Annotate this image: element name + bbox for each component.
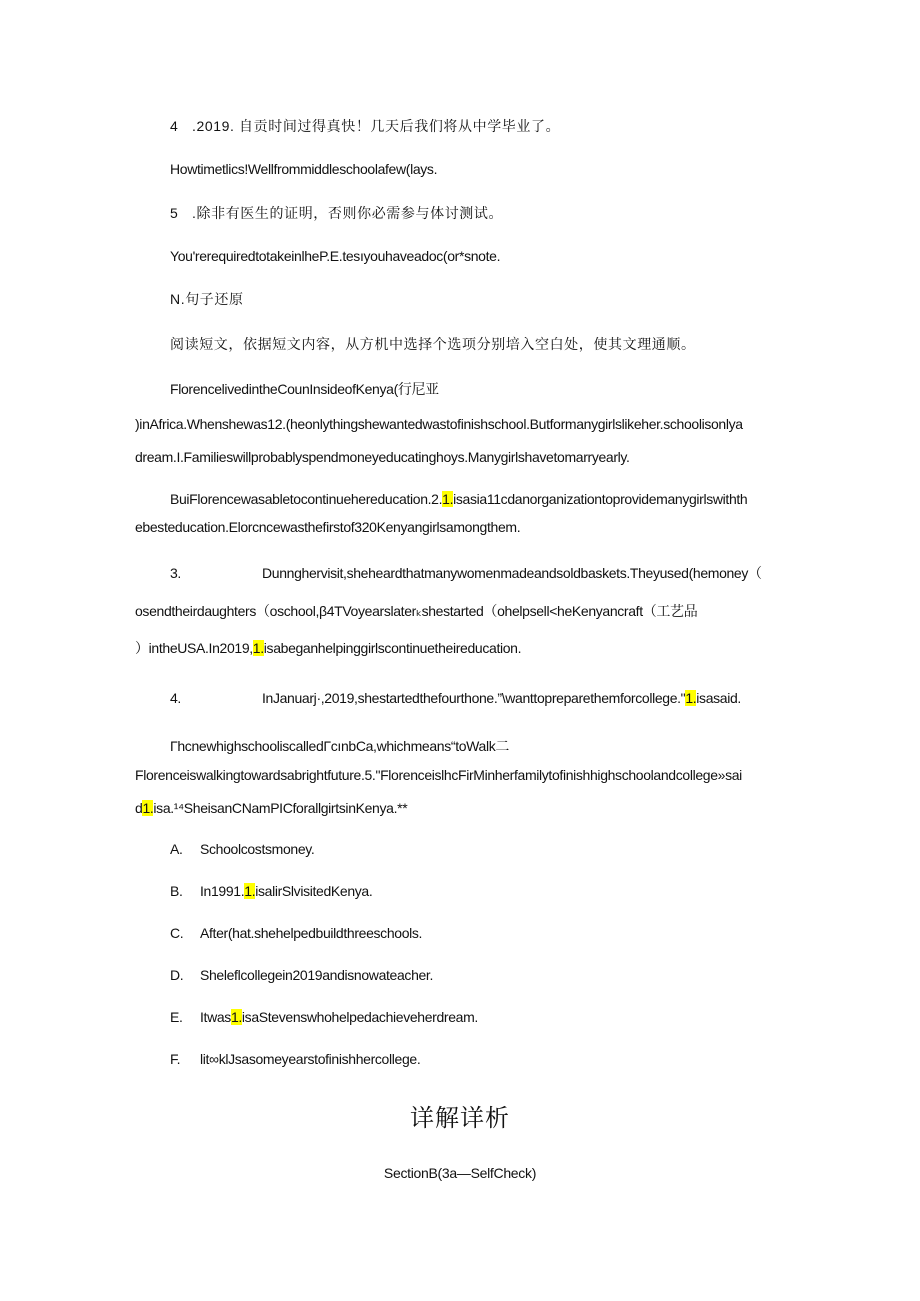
passage-text: BuiFlorencewasabletocontinuehereducation.2. <box>170 491 443 507</box>
passage-p3-line1 <box>170 564 762 582</box>
passage-p1-line3: dream.I.Familieswillprobablyspendmoneyeducatinghoys.Manygirlshavetomarryearly. <box>135 449 630 465</box>
passage-p3-line3 <box>135 639 521 657</box>
option-text: isaStevenswhohelpedachieveherdream. <box>241 1009 478 1025</box>
option-text: After(hat.shehelpedbuildthreeschools. <box>200 925 423 941</box>
option-b <box>170 882 372 900</box>
answer-title: 详解详析 <box>410 1105 510 1132</box>
option-f <box>170 1050 420 1068</box>
passage-text: InJanuarj·,2019,shestartedthefourthone.”\wanttopreparethemforcollege." <box>262 690 686 706</box>
option-e <box>170 1008 478 1026</box>
passage-p2-line1 <box>170 490 747 508</box>
option-text: In1991. <box>200 883 245 899</box>
item-number: 5 <box>170 205 179 221</box>
passage-text: Dunnghervisit,sheheardthatmanywomenmadeandsoldbaskets.Theyused(hemoney（ <box>262 565 762 581</box>
blank-number: 4. <box>170 690 181 706</box>
passage-text: d <box>135 800 143 816</box>
highlighted-text: 1. <box>252 640 264 656</box>
passage-p3-line2: osendtheirdaughters（oschool,β4TVoyearslaterₖshestarted（ohelpsell<heKenyancraft（工艺品 <box>135 603 698 619</box>
option-text: isalirSlvisitedKenya. <box>255 883 373 899</box>
item-4-english: Howtimetlics!Wellfrommiddleschoolafew(lays. <box>170 161 438 177</box>
option-letter: A. <box>170 841 183 857</box>
option-letter: F. <box>170 1051 181 1067</box>
passage-text: isabeganhelpinggirlscontinuetheireducation. <box>263 640 522 656</box>
passage-text: isa.¹⁴SheisanCNamPICforallgirtsinKenya.** <box>153 800 408 816</box>
highlighted-text: 1. <box>442 491 454 507</box>
option-text: Schoolcostsmoney. <box>200 841 315 857</box>
highlighted-text: 1. <box>142 800 154 816</box>
option-letter: D. <box>170 967 184 983</box>
option-text: lit∞klJsasomeyearstofinishhercollege. <box>200 1051 421 1067</box>
option-text: Sheleflcollegein2019andisnowateacher. <box>200 967 434 983</box>
passage-p1-line1: FlorencelivedintheCounInsideofKenya(行尼亚 <box>170 381 439 397</box>
option-letter: C. <box>170 925 184 941</box>
option-letter: B. <box>170 883 183 899</box>
instructions: 阅读短文，依据短文内容，从方机中选择个选项分别培入空白处，使其文理通顺。 <box>170 336 696 352</box>
option-d <box>170 966 433 984</box>
passage-text: isasaid. <box>696 690 741 706</box>
highlighted-text: 1. <box>244 883 256 899</box>
item-4-chinese-text: .2019. 自贡时间过得真快！几天后我们将从中学毕业了。 <box>192 118 561 134</box>
item-5-chinese-text: .除非有医生的证明，否则你必需参与体讨测试。 <box>192 205 504 221</box>
option-text: Itwas <box>200 1009 231 1025</box>
option-letter: E. <box>170 1009 183 1025</box>
item-5-chinese <box>170 204 503 222</box>
item-4-chinese <box>170 117 560 135</box>
item-5-english: You'rerequiredtotakeinlheP.E.tesıyouhaveadoc(or*snote. <box>170 248 501 264</box>
blank-number: 3. <box>170 565 181 581</box>
passage-p5-line3 <box>135 799 407 817</box>
passage-text: isasia11cdanorganizationtoprovidemanygirlswithth <box>453 491 748 507</box>
item-number: 4 <box>170 118 179 134</box>
answer-subtitle: SectionB(3a—SelfCheck) <box>383 1165 537 1181</box>
option-a <box>170 840 314 858</box>
passage-text: ）intheUSA.In2019, <box>135 640 253 656</box>
option-c <box>170 924 422 942</box>
highlighted-text: 1. <box>685 690 697 706</box>
passage-p5-line1: ΓhcnewhighschooliscalledΓcınbCa,whichmeans“toWalk二 <box>170 738 510 754</box>
highlighted-text: 1. <box>230 1009 242 1025</box>
passage-p1-line2: )inAfrica.Whenshewas12.(heonlythingshewantedwastofinishschool.Butformanygirlslikeher.schoolisonlya <box>135 416 743 432</box>
passage-p2-line2: ebesteducation.Elorcncewasthefirstof320Kenyangirlsamongthem. <box>135 519 521 535</box>
section-heading: N.句子还原 <box>170 291 244 307</box>
passage-p4-line1 <box>170 689 741 707</box>
passage-p5-line2: Florenceiswalkingtowardsabrightfuture.5."FlorenceislhcFirMinherfamilytofinishhighschoolandcollege»sai <box>135 767 742 783</box>
